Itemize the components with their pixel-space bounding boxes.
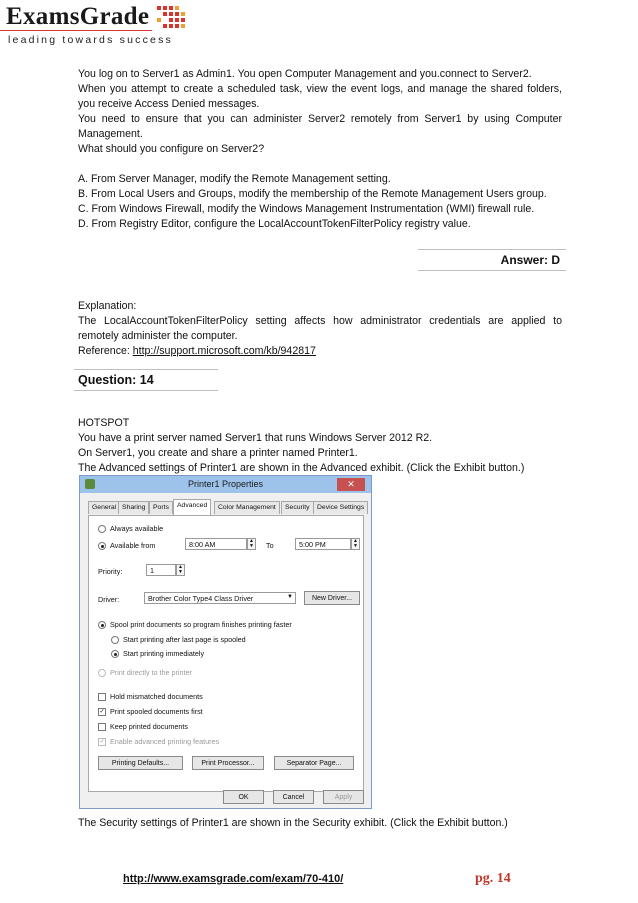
printing-defaults-button[interactable]: Printing Defaults... (98, 756, 183, 770)
priority-label: Priority: (98, 567, 123, 576)
option-d: D. From Registry Editor, configure the LocalAccountTokenFilterPolicy registry value. (78, 218, 471, 230)
question-line: What should you configure on Server2? (78, 143, 265, 155)
question-line: You need to ensure that you can administer Server2 remotely from Server1 by using Computer Management. (78, 113, 562, 140)
start-after-radio[interactable] (111, 636, 119, 644)
print-spooled-first-label: Print spooled documents first (110, 707, 203, 716)
footer-url-link[interactable]: http://www.examsgrade.com/exam/70-410/ (123, 873, 344, 885)
to-label: To (266, 541, 274, 550)
explanation-block (78, 299, 562, 359)
close-icon[interactable]: ✕ (337, 478, 365, 491)
cancel-button[interactable]: Cancel (273, 790, 314, 804)
answer-rule-top (418, 249, 566, 250)
reference-label: Reference: (78, 345, 133, 357)
hold-mismatched-label: Hold mismatched documents (110, 692, 203, 701)
answer-label: Answer: D (500, 253, 560, 267)
ok-button[interactable]: OK (223, 790, 264, 804)
page-number: pg. 14 (475, 871, 511, 886)
to-time-field[interactable]: 5:00 PM (295, 538, 351, 550)
tab-general[interactable]: General (88, 501, 120, 514)
new-driver-button[interactable]: New Driver... (304, 591, 360, 605)
hold-mismatched-checkbox[interactable] (98, 693, 106, 701)
question-title-rule-top (74, 369, 218, 370)
start-immediately-label: Start printing immediately (123, 649, 205, 658)
question-line: You log on to Server1 as Admin1. You open Computer Management and you.connect to Server2. (78, 68, 532, 80)
from-time-field[interactable]: 8:00 AM (185, 538, 247, 550)
tab-ports[interactable]: Ports (149, 501, 173, 514)
option-c: C. From Windows Firewall, modify the Windows Management Instrumentation (WMI) firewall rule. (78, 203, 535, 215)
tab-sharing[interactable]: Sharing (118, 501, 149, 514)
question-prev-body (78, 67, 562, 232)
advanced-panel (88, 515, 364, 792)
keep-printed-label: Keep printed documents (110, 722, 188, 731)
print-spooled-first-checkbox[interactable]: ✓ (99, 709, 105, 715)
logo-text: ExamsGrade (6, 3, 150, 30)
printer-properties-dialog (79, 475, 372, 809)
dialog-titlebar (80, 476, 371, 493)
available-from-radio[interactable] (98, 542, 106, 550)
priority-field[interactable]: 1 (146, 564, 176, 576)
print-processor-button[interactable]: Print Processor... (192, 756, 264, 770)
question-title: Question: 14 (78, 373, 154, 387)
spool-radio[interactable] (98, 621, 106, 629)
option-b: B. From Local Users and Groups, modify the membership of the Remote Management Users group. (78, 188, 547, 200)
question-line: You have a print server named Server1 that runs Windows Server 2012 R2. (78, 432, 433, 444)
logo-dots-icon (155, 4, 191, 32)
driver-label: Driver: (98, 595, 120, 604)
logo-divider (0, 30, 152, 31)
question-body (78, 416, 562, 476)
question-after-text: The Security settings of Printer1 are shown in the Security exhibit. (Click the Exhibit button.) (78, 817, 508, 829)
to-time-spinner[interactable]: ▲ ▼ (351, 538, 360, 550)
enable-advanced-checkbox[interactable]: ✓ (99, 739, 105, 745)
question-title-rule-bottom (74, 390, 218, 391)
reference-line (78, 344, 562, 359)
keep-printed-checkbox[interactable] (98, 723, 106, 731)
option-a: A. From Server Manager, modify the Remote Management setting. (78, 173, 391, 185)
start-immediately-radio[interactable] (111, 650, 119, 658)
always-available-label: Always available (110, 524, 164, 533)
tab-security[interactable]: Security (281, 501, 314, 514)
answer-rule-bottom (418, 270, 566, 271)
print-direct-radio[interactable] (98, 669, 106, 677)
priority-spinner[interactable]: ▲ ▼ (176, 564, 185, 576)
from-time-spinner[interactable]: ▲ ▼ (247, 538, 256, 550)
question-line: When you attempt to create a scheduled task, view the event logs, and manage the shared folders, you receive Access Denied messages. (78, 83, 562, 110)
dialog-title: Printer1 Properties (187, 479, 264, 489)
reference-link[interactable]: http://support.microsoft.com/kb/942817 (132, 345, 316, 357)
explanation-text: The LocalAccountTokenFilterPolicy setting affects how administrator credentials are applied to remotely administer the computer. (78, 315, 562, 342)
spool-label: Spool print documents so program finishes printing faster (110, 620, 292, 629)
enable-advanced-label: Enable advanced printing features (110, 737, 220, 746)
print-direct-label: Print directly to the printer (110, 668, 192, 677)
tab-advanced[interactable]: Advanced (173, 499, 211, 515)
always-available-radio[interactable] (98, 525, 106, 533)
question-type: HOTSPOT (78, 417, 130, 429)
driver-select[interactable]: Brother Color Type4 Class Driver (144, 592, 296, 604)
apply-button[interactable]: Apply (323, 790, 364, 804)
tab-device-settings[interactable]: Device Settings (313, 501, 368, 514)
start-after-label: Start printing after last page is spooled (123, 635, 246, 644)
available-from-label: Available from (110, 541, 156, 550)
chevron-down-icon[interactable]: ▼ (287, 594, 293, 600)
separator-page-button[interactable]: Separator Page... (274, 756, 354, 770)
tab-color-management[interactable]: Color Management (214, 501, 280, 514)
explanation-label: Explanation: (78, 300, 137, 312)
question-line: On Server1, you create and share a printer named Printer1. (78, 447, 358, 459)
logo-tagline: leading towards success (8, 34, 173, 46)
question-line: The Advanced settings of Printer1 are shown in the Advanced exhibit. (Click the Exhibit button.) (78, 462, 525, 474)
